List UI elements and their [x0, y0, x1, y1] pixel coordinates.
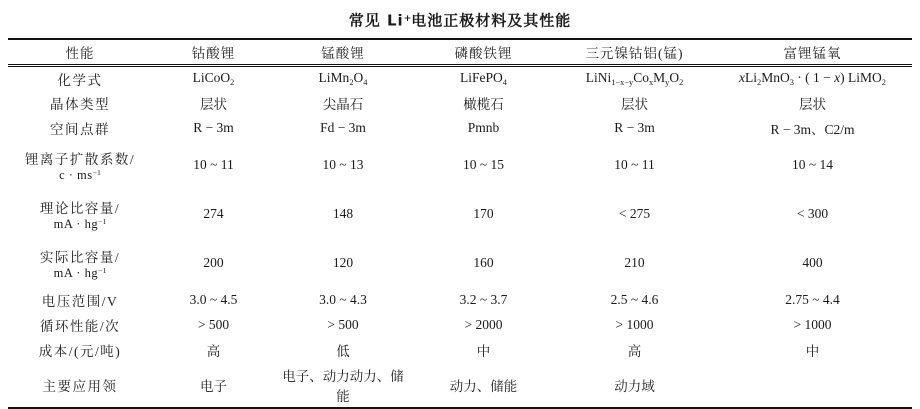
col-header-lithium-manganate: 锰酸锂 [275, 39, 411, 66]
table-cell: 层状 [621, 97, 648, 112]
table-cell: 动力、储能 [449, 378, 518, 394]
row-actual-specific-capacity [8, 239, 912, 288]
table-cell: 3.0 ~ 4.5 [189, 292, 238, 307]
row-chemical-formula [8, 65, 912, 91]
table-cell: 148 [332, 206, 354, 221]
table-cell: 尖晶石 [322, 97, 364, 112]
row-label: 成本/(元/吨) [38, 344, 122, 359]
row-cycle-performance [8, 313, 912, 338]
col-header-ternary-nca-ncm: 三元镍钴铝(锰) [556, 39, 713, 66]
table-cell: > 500 [327, 317, 359, 332]
table-cell: 电子 [200, 378, 227, 394]
table-cell: LiCoO$_2$ [192, 70, 235, 87]
table-cell: 3.0 ~ 4.3 [319, 292, 367, 307]
table-cell: R − 3m [614, 120, 655, 135]
row-label: 晶体类型 [50, 97, 110, 112]
materials-table [8, 38, 912, 409]
table-cell: 274 [203, 206, 224, 221]
table-cell: 橄榄石 [463, 97, 504, 112]
row-label [8, 190, 152, 239]
row-label: 化学式 [57, 72, 103, 88]
col-header-lithium-cobaltate: 钴酸锂 [152, 39, 275, 66]
table-cell: 层状 [799, 97, 826, 112]
table-cell: Pmnb [467, 120, 500, 135]
table-cell: 10 ~ 15 [462, 157, 505, 172]
table-cell: 10 ~ 11 [193, 157, 234, 172]
table-cell: 160 [473, 255, 494, 270]
row-label-line1: 锂离子扩散系数/ [24, 151, 136, 167]
table-cell: xLi$_2$MnO$_3$ · ( 1 − x) LiMO$_2$ [739, 70, 886, 87]
header-row [8, 39, 912, 66]
row-label [8, 239, 152, 288]
table-cell: $LiNi_{1-x-y}Co_xM_yO_2$ [585, 70, 684, 87]
row-label-unit: $c \cdot ms^{-1}$ [59, 167, 101, 182]
row-voltage-range [8, 288, 912, 313]
table-cell: 高 [627, 344, 642, 359]
table-cell: 高 [206, 344, 221, 359]
table-cell: 2.5 ~ 4.6 [610, 292, 659, 307]
row-label: 空间点群 [50, 122, 110, 137]
row-label-line1: 理论比容量/ [39, 200, 121, 216]
table-cell: 10 ~ 14 [791, 157, 834, 172]
col-header-property: 性能 [8, 39, 152, 66]
row-label: 循环性能/次 [39, 319, 121, 334]
table-cell: $LiMn_2O_4$ [318, 70, 368, 87]
row-label-unit: mA · $hg^{-1}$ [53, 216, 107, 231]
table-cell: 电子、动力动力、储能 [282, 368, 404, 404]
row-label-line1: 实际比容量/ [39, 249, 121, 265]
table-cell: 2.75 ~ 4.4 [785, 292, 840, 307]
table-cell: 层状 [200, 97, 227, 112]
col-header-lithium-rich-manganese-oxide: 富锂锰氧 [713, 39, 912, 66]
table-cell: 动力域 [614, 378, 655, 394]
table-cell: 3.2 ~ 3.7 [459, 292, 508, 307]
row-label: 电压范围/V [41, 294, 119, 309]
table-cell: 10 ~ 11 [614, 157, 655, 172]
table-cell: Fd − 3m [320, 120, 366, 135]
row-theoretical-specific-capacity [8, 190, 912, 239]
table-cell: < 300 [796, 206, 829, 221]
table-cell: 10 ~ 13 [322, 157, 364, 172]
table-cell: R − 3m [193, 120, 234, 135]
row-space-group [8, 116, 912, 141]
table-cell: > 1000 [793, 317, 832, 332]
col-header-lithium-iron-phosphate: 磷酸铁锂 [411, 39, 556, 66]
table-cell: > 500 [197, 317, 230, 332]
table-cell: 200 [203, 255, 224, 270]
row-label [8, 141, 152, 190]
table-cell: 低 [336, 344, 350, 359]
table-cell: LiFePO$_4$ [460, 70, 507, 87]
row-label-unit: mA · $hg^{-1}$ [53, 265, 107, 280]
row-li-diffusion-coefficient [8, 141, 912, 190]
table-title: 常见 Li+电池正极材料及其性能 [348, 11, 572, 30]
table-cell: 400 [802, 255, 823, 270]
table-cell: 中 [476, 344, 491, 359]
row-label: 主要应用领 [42, 378, 118, 394]
table-cell: 120 [332, 255, 354, 270]
row-cost [8, 338, 912, 363]
table-cell: > 2000 [464, 317, 503, 332]
table-cell: 中 [805, 344, 820, 359]
table-cell: 210 [624, 255, 645, 270]
row-crystal-type [8, 91, 912, 116]
table-cell: > 1000 [615, 317, 654, 332]
table-cell: R − 3m、C2/m [770, 122, 855, 137]
table-cell: 170 [473, 206, 494, 221]
table-cell: < 275 [618, 206, 651, 221]
